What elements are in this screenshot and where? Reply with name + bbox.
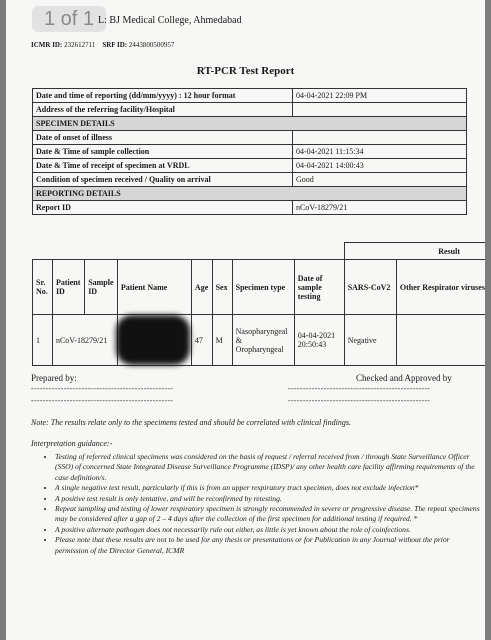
list-item: • A single negative test result, particularly if this is from an upper respiratory tract specimen, does not exclude infection*	[55, 483, 480, 493]
details-row	[33, 131, 467, 145]
section-header-row	[33, 187, 467, 201]
col-sars-cov2: SARS-CoV2	[344, 260, 396, 315]
list-item: • A positive alternate pathogen does not necessarily rule out either, as little is yet known about the role of coinfections.	[55, 525, 480, 535]
col-specimen-type: Specimen type	[232, 260, 294, 315]
results-table	[32, 242, 485, 366]
checked-by: Checked and Approved by	[356, 373, 452, 383]
detail-value: 04-04-2021 11:15:34	[293, 145, 467, 159]
prepared-line: ------------------------------------------------	[31, 384, 174, 393]
details-row	[33, 201, 467, 215]
interpretation-title: Interpretation guidance:-	[31, 439, 113, 448]
details-row	[33, 89, 467, 103]
details-row	[33, 173, 467, 187]
cell-patient-id: nCoV-18279/21	[52, 315, 117, 366]
ids-line	[31, 41, 174, 49]
col-sr-no: Sr. No.	[33, 260, 53, 315]
detail-label: Condition of specimen received / Quality on arrival	[33, 173, 293, 187]
detail-label: Date of onset of illness	[33, 131, 293, 145]
lab-name: L: BJ Medical College, Ahmedabad	[98, 15, 242, 26]
cell-specimen-type: Nasopharyngeal & Oropharyngeal	[232, 315, 294, 366]
prepared-line-2: ------------------------------------------------	[31, 396, 174, 405]
detail-label: Report ID	[33, 201, 293, 215]
srf-id: 2443800500957	[128, 41, 175, 49]
detail-value: nCoV-18279/21	[293, 201, 467, 215]
cell-sars-cov2: Negative	[344, 315, 396, 366]
details-table	[32, 88, 467, 215]
list-item: • Please note that these results are not to be used for any thesis or presentations or for Publication in any Journal without the prior permission of the Director General, ICMR	[55, 535, 480, 556]
detail-value: Good	[293, 173, 467, 187]
details-row	[33, 103, 467, 117]
section-header-row	[33, 117, 467, 131]
cell-date-testing: 04-04-2021 20:50:43	[294, 315, 344, 366]
col-other-viruses: Other Respirator viruses	[396, 260, 485, 315]
prepared-by: Prepared by:	[31, 373, 77, 383]
col-sample-id: Sample ID	[85, 260, 118, 315]
list-item: • A positive test result is only tentative, and will be reconfirmed by retesting.	[55, 494, 480, 504]
page-indicator: 1 of 1	[32, 6, 106, 32]
interpretation-list	[41, 452, 480, 556]
detail-value: 04-04-2021 22:09 PM	[293, 89, 467, 103]
results-note: Note: The results relate only to the specimens tested and should be correlated with clinical findings.	[31, 418, 351, 427]
result-header: Result	[344, 243, 485, 260]
details-row	[33, 159, 467, 173]
details-row	[33, 145, 467, 159]
detail-label: Date and time of reporting (dd/mm/yyyy) : 12 hour format	[33, 89, 293, 103]
col-patient-id: Patient ID	[52, 260, 84, 315]
checked-line-2: ------------------------------------------------	[288, 396, 431, 405]
list-item: • Testing of referred clinical specimens was considered on the basis of request / referral received from / through State Surveillance Officer (SSO) of concerned State Integrated Disease Surveillance Programme (IDSP)/ any other health care facility affirming requirements of the case definition/s.	[55, 452, 480, 483]
col-patient-name: Patient Name	[117, 260, 191, 315]
col-date-testing: Date of sample testing	[294, 260, 344, 315]
report-title: RT-PCR Test Report	[196, 65, 295, 77]
srf-id-label: SRF ID:	[102, 41, 128, 49]
checked-line: ------------------------------------------------	[288, 384, 431, 393]
section-label: SPECIMEN DETAILS	[33, 117, 467, 131]
section-label: REPORTING DETAILS	[33, 187, 467, 201]
detail-label: Date & Time of sample collection	[33, 145, 293, 159]
list-item: • Repeat sampling and testing of lower respiratory specimen is strongly recommended in severe or progressive disease. The repeat specimens may be considered after a gap of 2 – 4 days after the collection of the first specimen for additional testing if required. *	[55, 504, 480, 525]
detail-value	[293, 103, 467, 117]
cell-age: 47	[191, 315, 212, 366]
cell-sex: M	[212, 315, 232, 366]
col-age: Age	[191, 260, 212, 315]
detail-value	[293, 131, 467, 145]
icmr-id: 232612711	[64, 41, 96, 49]
cell-patient-name	[117, 315, 191, 366]
cell-other-viruses	[396, 315, 485, 366]
table-row	[33, 315, 486, 366]
report-page	[6, 0, 485, 640]
col-sex: Sex	[212, 260, 232, 315]
detail-label: Address of the referring facility/Hospital	[33, 103, 293, 117]
icmr-id-label: ICMR ID:	[31, 41, 63, 49]
cell-sr-no: 1	[33, 315, 53, 366]
detail-label: Date & Time of receipt of specimen at VRDL	[33, 159, 293, 173]
detail-value: 04-04-2021 14:00:43	[293, 159, 467, 173]
redaction-blur	[116, 315, 190, 365]
